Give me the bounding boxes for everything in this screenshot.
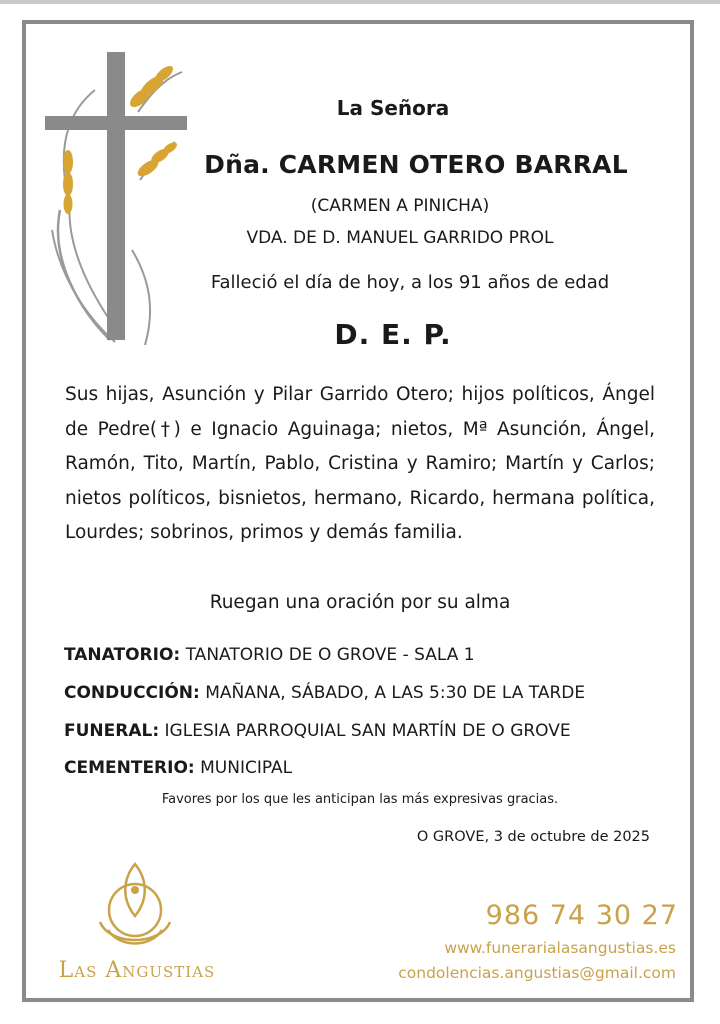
top-edge-line	[0, 0, 720, 4]
detail-value: TANATORIO DE O GROVE - SALA 1	[180, 645, 475, 665]
website-link[interactable]: www.funerarialasangustias.es	[444, 939, 676, 957]
family-text: Sus hijas, Asunción y Pilar Garrido Otero; hijos políticos, Ángel de Pedre(†) e Ignacio Aguinaga; nietos, Mª Asunción, Ángel, Ramón, Tito, Martín, Pablo, Cristina y Ramiro; Martín y Carlos; nietos políticos, bisnietos, hermano, Ricardo, hermana política, Lourdes; sobrinos, primos y demás familia.	[65, 384, 655, 543]
detail-value: MUNICIPAL	[194, 758, 293, 778]
rip-heading: D. E. P.	[334, 318, 452, 351]
detail-value: MAÑANA, SÁBADO, A LAS 5:30 DE LA TARDE	[199, 683, 586, 703]
widow-of: VDA. DE D. MANUEL GARRIDO PROL	[246, 228, 554, 248]
detail-label: TANATORIO:	[64, 645, 181, 665]
detail-tanatorio	[64, 645, 475, 665]
passed-away-statement: Falleció el día de hoy, a los 91 años de edad	[210, 272, 610, 293]
detail-label: CONDUCCIÓN:	[64, 683, 200, 703]
deceased-alias: (CARMEN A PINICHA)	[310, 196, 490, 216]
deceased-name: Dña. CARMEN OTERO BARRAL	[204, 150, 628, 179]
detail-funeral	[64, 721, 571, 741]
las-angustias-logo-icon	[90, 860, 180, 952]
honorific: La Señora	[336, 96, 450, 120]
cross-with-wheat-icon	[40, 50, 190, 350]
detail-label: CEMENTERIO:	[64, 758, 195, 778]
detail-cementerio	[64, 758, 292, 778]
detail-value: IGLESIA PARROQUIAL SAN MARTÍN DE O GROVE	[159, 721, 571, 741]
brand-name: Las Angustias	[58, 958, 216, 983]
place-date: O GROVE, 3 de octubre de 2025	[416, 829, 650, 845]
email-link[interactable]: condolencias.angustias@gmail.com	[398, 964, 676, 982]
phone-number[interactable]: 986 74 30 27	[485, 900, 678, 931]
detail-label: FUNERAL:	[64, 721, 160, 741]
thanks-note: Favores por los que les anticipan las más expresivas gracias.	[161, 792, 559, 807]
prayer-request: Ruegan una oración por su alma	[209, 592, 511, 613]
detail-conduccion	[64, 683, 585, 703]
